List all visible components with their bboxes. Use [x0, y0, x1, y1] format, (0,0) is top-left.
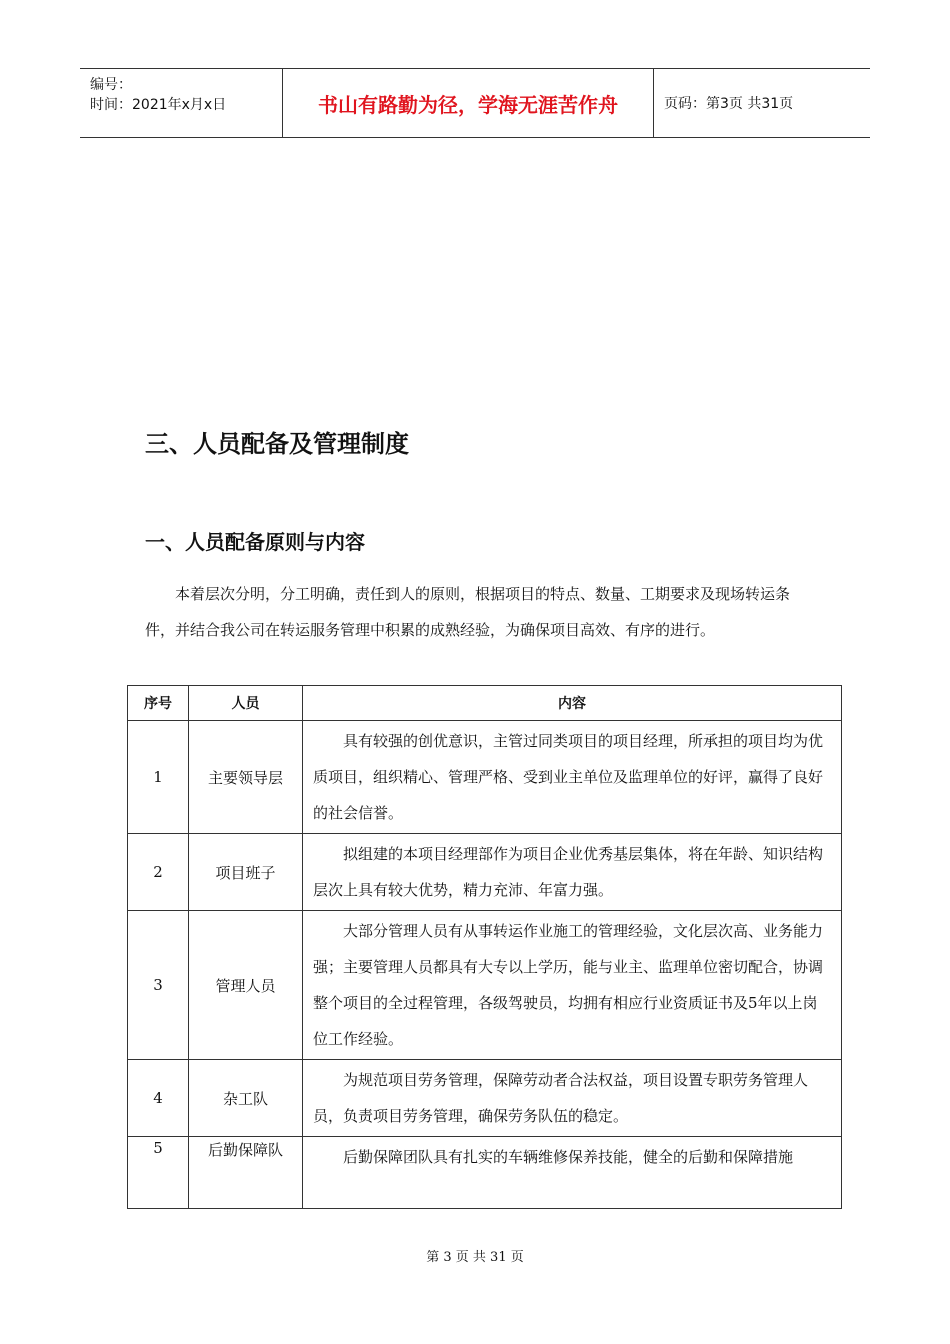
row-staff: 管理人员 — [189, 911, 303, 1060]
row-staff: 杂工队 — [189, 1060, 303, 1137]
header-motto: 书山有路勤为径，学海无涯苦作舟 — [282, 69, 654, 137]
header-meta — [80, 69, 282, 137]
intro-paragraph: 本着层次分明，分工明确，责任到人的原则，根据项目的特点、数量、工期要求及现场转运条件，并结合我公司在转运服务管理中积累的成熟经验，为确保项目高效、有序的进行。 — [145, 585, 791, 639]
row-content: 大部分管理人员有从事转运作业施工的管理经验，文化层次高、业务能力强；主要管理人员都具有大专以上学历，能与业主、监理单位密切配合，协调整个项目的全过程管理，各级驾驶员，均拥有相应行业资质证书及5年以上岗位工作经验。 — [303, 911, 842, 1060]
table-row — [128, 911, 842, 1060]
row-staff: 后勤保障队 — [189, 1137, 303, 1209]
page-header — [80, 68, 870, 138]
row-no: 4 — [128, 1060, 189, 1137]
row-content: 拟组建的本项目经理部作为项目企业优秀基层集体，将在年龄、知识结构层次上具有较大优势，精力充沛、年富力强。 — [303, 834, 842, 911]
header-page-number: 页码：第3页 共31页 — [664, 96, 794, 112]
row-staff: 项目班子 — [189, 834, 303, 911]
col-header-no: 序号 — [128, 686, 189, 721]
table-header-row — [128, 686, 842, 721]
row-no: 3 — [128, 911, 189, 1060]
row-staff: 主要领导层 — [189, 721, 303, 834]
page-footer: 第 3 页 共 31 页 — [426, 1250, 524, 1265]
row-content: 具有较强的创优意识，主管过同类项目的项目经理，所承担的项目均为优质项目，组织精心、管理严格、受到业主单位及监理单位的好评，赢得了良好的社会信誉。 — [303, 721, 842, 834]
row-no: 2 — [128, 834, 189, 911]
table-row — [128, 721, 842, 834]
header-number: 编号： — [90, 77, 132, 93]
col-header-staff: 人员 — [189, 686, 303, 721]
row-no: 1 — [128, 721, 189, 834]
staffing-table — [127, 685, 842, 1209]
table-row — [128, 834, 842, 911]
subsection-title: 一、人员配备原则与内容 — [145, 530, 365, 554]
col-header-content: 内容 — [303, 686, 842, 721]
row-content: 为规范项目劳务管理，保障劳动者合法权益，项目设置专职劳务管理人员，负责项目劳务管理，确保劳务队伍的稳定。 — [303, 1060, 842, 1137]
header-time: 时间：2021年x月x日 — [90, 97, 227, 113]
row-content: 后勤保障团队具有扎实的车辆维修保养技能，健全的后勤和保障措施 — [303, 1137, 842, 1209]
table-row — [128, 1137, 842, 1209]
row-no: 5 — [128, 1137, 189, 1209]
table-row — [128, 1060, 842, 1137]
section-title: 三、人员配备及管理制度 — [145, 430, 409, 458]
